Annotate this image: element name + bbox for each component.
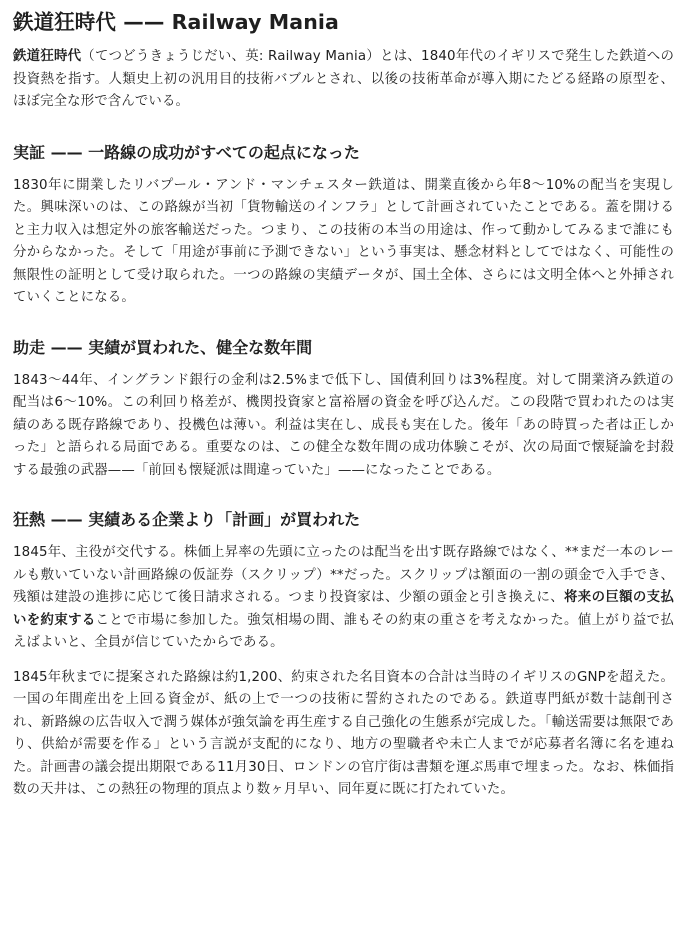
- intro-term: 鉄道狂時代: [13, 49, 82, 64]
- intro-paragraph: [13, 46, 674, 114]
- frenzy-text-a: 1845年、主役が交代する。株価上昇率の先頭に立ったのは配当を出す既存路線ではなく、**まだ一本のレールも敷いていない計画路線の仮証券（スクリップ）**だった。スクリップは額面の一割の頭金で入手でき、残額は建設の進捗に応じて後日請求される。つまり投資家は、少額の頭金と引き換えに、: [13, 545, 674, 605]
- article-title: 鉄道狂時代 —— Railway Mania: [13, 10, 339, 34]
- section-paragraph-runup: 1843〜44年、イングランド銀行の金利は2.5%まで低下し、国債利回りは3%程度。対して開業済み鉄道の配当は6〜10%。この利回り格差が、機関投資家と富裕層の資金を呼び込んだ。この段階で買われたのは実績のある既存路線であり、投機色は薄い。利益は実在し、成長も実在した。後年「あの時買った者は正しかった」と語られる局面である。重要なのは、この健全な数年間の成功体験こそが、次の局面で懐疑論を封殺する最強の武器——「前回も懐疑派は間違っていた」——になったことである。: [13, 372, 674, 478]
- section-heading-runup: 助走 —— 実績が買われた、健全な数年間: [13, 337, 313, 357]
- section-paragraph-frenzy-2: 1845年秋までに提案された路線は約1,200、約束された名目資本の合計は当時のイギリスのGNPを超えた。一国の年間産出を上回る資金が、紙の上で一つの技術に誓約されたのである。鉄道専門紙が数十誌創刊され、新路線の広告収入で潤う媒体が強気論を再生産する自己強化の生態系が完成した。「輸送需要は無限であり、供給が需要を作る」という言説が支配的になり、地方の聖職者や未亡人までが応募者名簿に名を連ねた。計画書の議会提出期限である11月30日、ロンドンの官庁街は書類を運ぶ馬車で埋まった。なお、株価指数の天井は、この熱狂の物理的頂点より数ヶ月早い、同年夏に既に打たれていた。: [13, 669, 674, 797]
- frenzy-text-b: ことで市場に参加した。強気相場の間、誰もその約束の重さを考えなかった。値上がり益で払えばよいと、全員が信じていたからである。: [13, 612, 674, 650]
- section-heading-proof: 実証 —— 一路線の成功がすべての起点になった: [13, 142, 360, 162]
- section-heading-frenzy: 狂熱 —— 実績ある企業より「計画」が買われた: [13, 510, 361, 529]
- section-paragraph-proof: 1830年に開業したリバプール・アンド・マンチェスター鉄道は、開業直後から年8〜10%の配当を実現した。興味深いのは、この路線が当初「貨物輸送のインフラ」として計画されていたことである。蓋を開けると主力収入は想定外の旅客輸送だった。つまり、この技術の本当の用途は、作って動かしてみるまで誰にも分からなかった。そして「用途が事前に予測できない」という事実は、懸念材料としてではなく、可能性の無限性の証明として受け取られた。一つの路線の実績データが、国土全体、さらには文明全体へと外挿されていくことになる。: [13, 177, 674, 305]
- intro-text: （てつどうきょうじだい、英: Railway Mania）とは、1840年代のイギリスで発生した鉄道への投資熱を指す。人類史上初の汎用目的技術バブルとされ、以後の技術革命が導入期にたどる経路の原型を、ほぼ完全な形で含んでいる。: [13, 49, 674, 109]
- frenzy-bold-phrase: 将来の巨額の支払いを約束する: [13, 590, 675, 628]
- section-paragraph-frenzy-1: [13, 542, 674, 655]
